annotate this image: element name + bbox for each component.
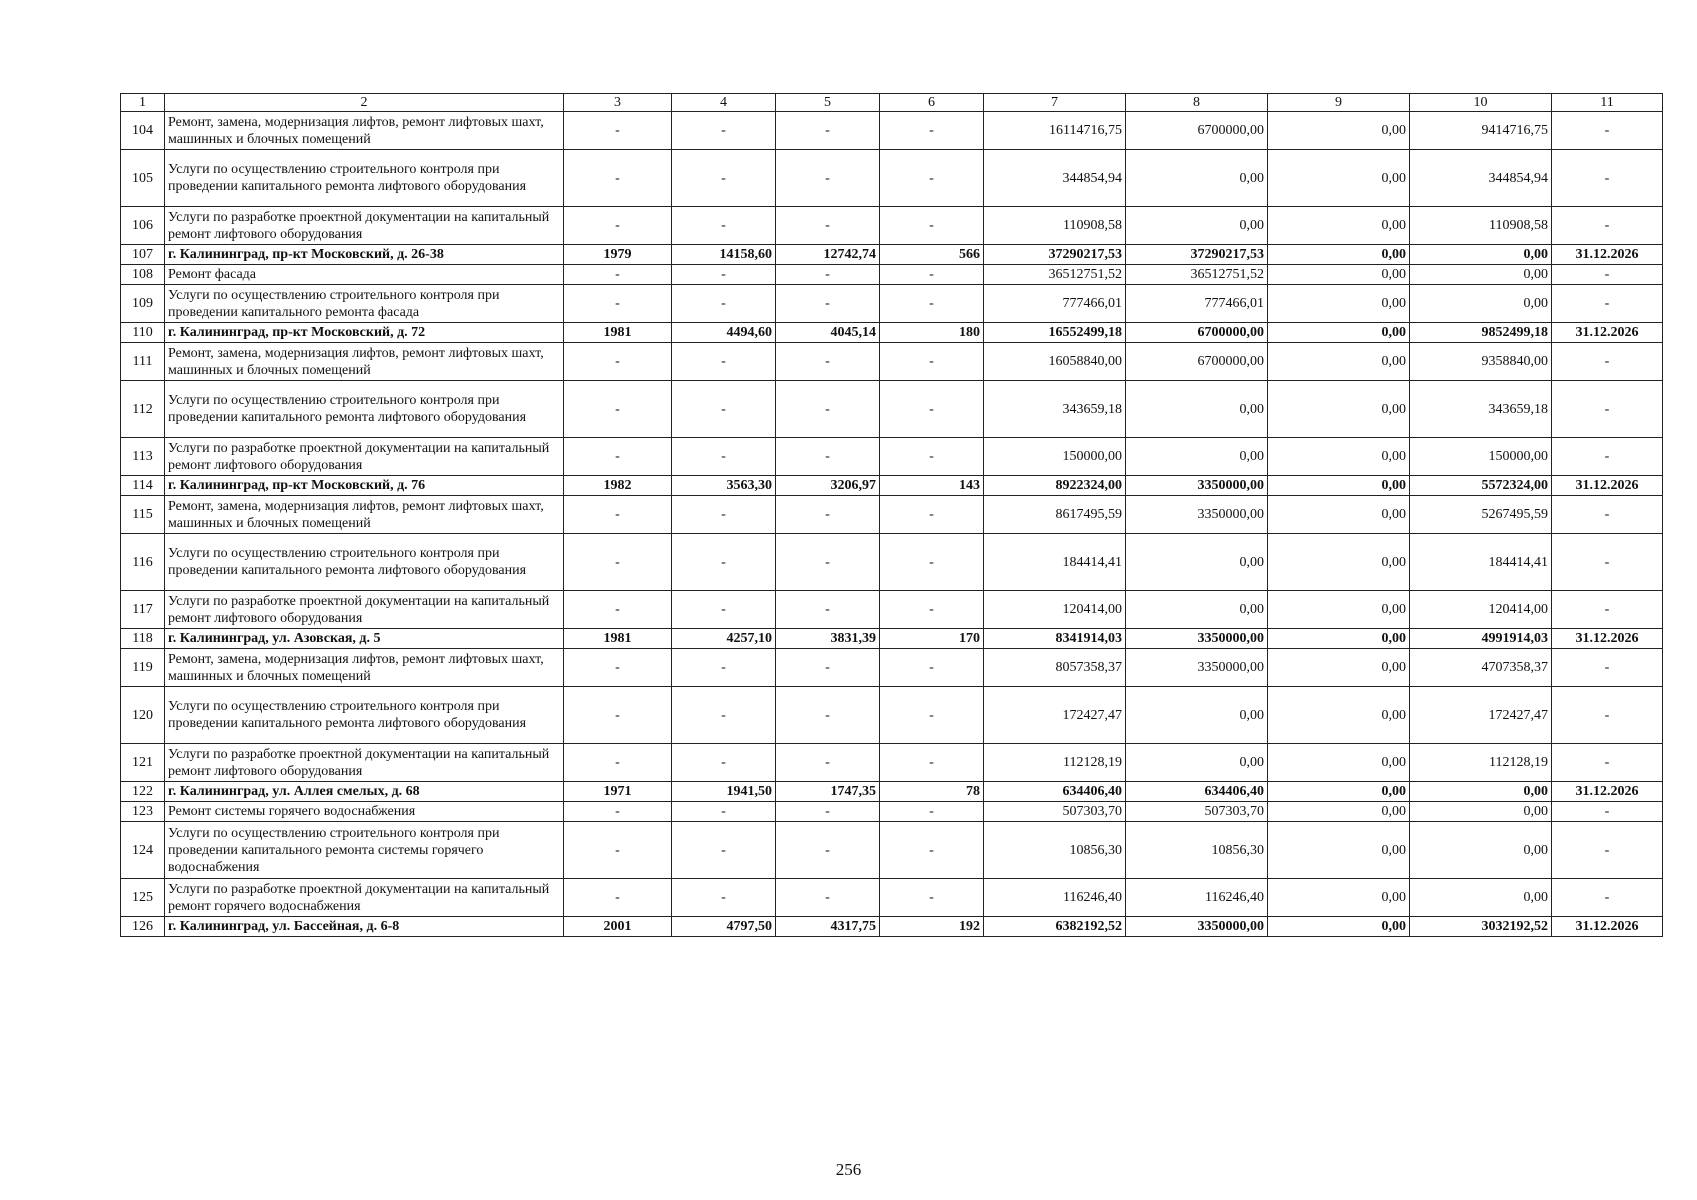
build-year: - bbox=[564, 285, 672, 323]
total-area: - bbox=[672, 802, 776, 822]
local-budget-cost: 0,00 bbox=[1268, 207, 1410, 245]
residents-count: - bbox=[880, 496, 984, 534]
residents-count: - bbox=[880, 343, 984, 381]
work-description: г. Калининград, пр-кт Московский, д. 76 bbox=[165, 476, 564, 496]
residents-count: 566 bbox=[880, 245, 984, 265]
row-number: 104 bbox=[121, 112, 165, 150]
residents-count: - bbox=[880, 822, 984, 879]
column-header: 5 bbox=[776, 94, 880, 112]
total-area: - bbox=[672, 265, 776, 285]
residents-count: - bbox=[880, 879, 984, 917]
total-area: 4494,60 bbox=[672, 323, 776, 343]
owners-funds-cost: 0,00 bbox=[1410, 782, 1552, 802]
total-area: 3563,30 bbox=[672, 476, 776, 496]
owners-funds-cost: 343659,18 bbox=[1410, 381, 1552, 438]
total-cost: 16114716,75 bbox=[984, 112, 1126, 150]
work-item-row bbox=[121, 879, 1663, 917]
build-year: - bbox=[564, 112, 672, 150]
build-year: - bbox=[564, 438, 672, 476]
residents-count: - bbox=[880, 265, 984, 285]
owners-funds-cost: 110908,58 bbox=[1410, 207, 1552, 245]
local-budget-cost: 0,00 bbox=[1268, 917, 1410, 937]
living-area: - bbox=[776, 343, 880, 381]
local-budget-cost: 0,00 bbox=[1268, 802, 1410, 822]
row-number: 110 bbox=[121, 323, 165, 343]
work-item-row bbox=[121, 744, 1663, 782]
row-number: 109 bbox=[121, 285, 165, 323]
total-area: - bbox=[672, 207, 776, 245]
build-year: - bbox=[564, 822, 672, 879]
work-item-row bbox=[121, 150, 1663, 207]
capital-repair-table bbox=[120, 93, 1663, 937]
work-description: Услуги по осуществлению строительного контроля при проведении капитального ремонта лифтового оборудования bbox=[165, 381, 564, 438]
total-area: - bbox=[672, 343, 776, 381]
work-item-row bbox=[121, 207, 1663, 245]
row-number: 123 bbox=[121, 802, 165, 822]
residents-count: - bbox=[880, 150, 984, 207]
living-area: 12742,74 bbox=[776, 245, 880, 265]
completion-date: - bbox=[1552, 744, 1663, 782]
local-budget-cost: 0,00 bbox=[1268, 534, 1410, 591]
regional-fund-cost: 0,00 bbox=[1126, 534, 1268, 591]
completion-date: - bbox=[1552, 381, 1663, 438]
local-budget-cost: 0,00 bbox=[1268, 476, 1410, 496]
local-budget-cost: 0,00 bbox=[1268, 782, 1410, 802]
regional-fund-cost: 3350000,00 bbox=[1126, 496, 1268, 534]
row-number: 117 bbox=[121, 591, 165, 629]
column-header: 1 bbox=[121, 94, 165, 112]
owners-funds-cost: 5267495,59 bbox=[1410, 496, 1552, 534]
work-description: Услуги по разработке проектной документации на капитальный ремонт горячего водоснабжения bbox=[165, 879, 564, 917]
total-cost: 110908,58 bbox=[984, 207, 1126, 245]
total-cost: 10856,30 bbox=[984, 822, 1126, 879]
build-year: - bbox=[564, 343, 672, 381]
local-budget-cost: 0,00 bbox=[1268, 285, 1410, 323]
local-budget-cost: 0,00 bbox=[1268, 438, 1410, 476]
row-number: 121 bbox=[121, 744, 165, 782]
owners-funds-cost: 0,00 bbox=[1410, 802, 1552, 822]
column-header: 3 bbox=[564, 94, 672, 112]
living-area: - bbox=[776, 112, 880, 150]
work-description: г. Калининград, ул. Бассейная, д. 6-8 bbox=[165, 917, 564, 937]
total-area: - bbox=[672, 591, 776, 629]
local-budget-cost: 0,00 bbox=[1268, 687, 1410, 744]
total-area: - bbox=[672, 879, 776, 917]
build-year: - bbox=[564, 496, 672, 534]
column-header: 8 bbox=[1126, 94, 1268, 112]
residents-count: - bbox=[880, 438, 984, 476]
owners-funds-cost: 0,00 bbox=[1410, 879, 1552, 917]
completion-date: - bbox=[1552, 822, 1663, 879]
total-cost: 116246,40 bbox=[984, 879, 1126, 917]
total-cost: 36512751,52 bbox=[984, 265, 1126, 285]
row-number: 122 bbox=[121, 782, 165, 802]
residents-count: - bbox=[880, 687, 984, 744]
regional-fund-cost: 777466,01 bbox=[1126, 285, 1268, 323]
total-cost: 150000,00 bbox=[984, 438, 1126, 476]
living-area: - bbox=[776, 687, 880, 744]
work-item-row bbox=[121, 381, 1663, 438]
completion-date: - bbox=[1552, 112, 1663, 150]
living-area: 3831,39 bbox=[776, 629, 880, 649]
row-number: 107 bbox=[121, 245, 165, 265]
work-description: Ремонт, замена, модернизация лифтов, ремонт лифтовых шахт, машинных и блочных помещений bbox=[165, 343, 564, 381]
residents-count: - bbox=[880, 207, 984, 245]
living-area: - bbox=[776, 438, 880, 476]
owners-funds-cost: 4707358,37 bbox=[1410, 649, 1552, 687]
total-area: - bbox=[672, 649, 776, 687]
completion-date: - bbox=[1552, 343, 1663, 381]
work-description: Услуги по осуществлению строительного контроля при проведении капитального ремонта лифтового оборудования bbox=[165, 534, 564, 591]
work-description: Услуги по осуществлению строительного контроля при проведении капитального ремонта системы горячего водоснабжения bbox=[165, 822, 564, 879]
build-year: 1981 bbox=[564, 323, 672, 343]
living-area: - bbox=[776, 285, 880, 323]
owners-funds-cost: 0,00 bbox=[1410, 265, 1552, 285]
residents-count: - bbox=[880, 744, 984, 782]
total-cost: 172427,47 bbox=[984, 687, 1126, 744]
row-number: 119 bbox=[121, 649, 165, 687]
total-cost: 8922324,00 bbox=[984, 476, 1126, 496]
regional-fund-cost: 6700000,00 bbox=[1126, 112, 1268, 150]
completion-date: - bbox=[1552, 879, 1663, 917]
completion-date: - bbox=[1552, 687, 1663, 744]
column-header: 4 bbox=[672, 94, 776, 112]
total-area: - bbox=[672, 285, 776, 323]
regional-fund-cost: 0,00 bbox=[1126, 438, 1268, 476]
work-description: Услуги по разработке проектной документации на капитальный ремонт лифтового оборудования bbox=[165, 438, 564, 476]
local-budget-cost: 0,00 bbox=[1268, 323, 1410, 343]
row-number: 114 bbox=[121, 476, 165, 496]
living-area: - bbox=[776, 822, 880, 879]
living-area: - bbox=[776, 591, 880, 629]
total-cost: 343659,18 bbox=[984, 381, 1126, 438]
living-area: - bbox=[776, 381, 880, 438]
work-item-row bbox=[121, 112, 1663, 150]
regional-fund-cost: 0,00 bbox=[1126, 687, 1268, 744]
address-row bbox=[121, 476, 1663, 496]
regional-fund-cost: 0,00 bbox=[1126, 207, 1268, 245]
build-year: - bbox=[564, 381, 672, 438]
work-description: г. Калининград, пр-кт Московский, д. 26-38 bbox=[165, 245, 564, 265]
total-area: - bbox=[672, 687, 776, 744]
regional-fund-cost: 6700000,00 bbox=[1126, 323, 1268, 343]
build-year: - bbox=[564, 879, 672, 917]
living-area: - bbox=[776, 879, 880, 917]
residents-count: 170 bbox=[880, 629, 984, 649]
table-body bbox=[121, 112, 1663, 937]
living-area: - bbox=[776, 802, 880, 822]
row-number: 115 bbox=[121, 496, 165, 534]
total-area: - bbox=[672, 112, 776, 150]
work-item-row bbox=[121, 496, 1663, 534]
row-number: 126 bbox=[121, 917, 165, 937]
total-cost: 8341914,03 bbox=[984, 629, 1126, 649]
regional-fund-cost: 3350000,00 bbox=[1126, 629, 1268, 649]
living-area: - bbox=[776, 744, 880, 782]
regional-fund-cost: 10856,30 bbox=[1126, 822, 1268, 879]
work-item-row bbox=[121, 802, 1663, 822]
completion-date: - bbox=[1552, 534, 1663, 591]
residents-count: 192 bbox=[880, 917, 984, 937]
row-number: 113 bbox=[121, 438, 165, 476]
residents-count: 180 bbox=[880, 323, 984, 343]
work-item-row bbox=[121, 822, 1663, 879]
row-number: 112 bbox=[121, 381, 165, 438]
total-area: - bbox=[672, 822, 776, 879]
work-description: Услуги по осуществлению строительного контроля при проведении капитального ремонта фасада bbox=[165, 285, 564, 323]
local-budget-cost: 0,00 bbox=[1268, 343, 1410, 381]
total-cost: 16552499,18 bbox=[984, 323, 1126, 343]
living-area: - bbox=[776, 265, 880, 285]
owners-funds-cost: 0,00 bbox=[1410, 285, 1552, 323]
total-area: 4797,50 bbox=[672, 917, 776, 937]
regional-fund-cost: 3350000,00 bbox=[1126, 476, 1268, 496]
row-number: 105 bbox=[121, 150, 165, 207]
total-cost: 37290217,53 bbox=[984, 245, 1126, 265]
regional-fund-cost: 0,00 bbox=[1126, 744, 1268, 782]
row-number: 111 bbox=[121, 343, 165, 381]
owners-funds-cost: 9852499,18 bbox=[1410, 323, 1552, 343]
residents-count: - bbox=[880, 591, 984, 629]
completion-date: 31.12.2026 bbox=[1552, 245, 1663, 265]
total-cost: 8057358,37 bbox=[984, 649, 1126, 687]
total-area: - bbox=[672, 744, 776, 782]
row-number: 120 bbox=[121, 687, 165, 744]
page-number: 256 bbox=[835, 1160, 862, 1179]
residents-count: - bbox=[880, 802, 984, 822]
build-year: 2001 bbox=[564, 917, 672, 937]
build-year: 1982 bbox=[564, 476, 672, 496]
work-description: г. Калининград, ул. Аллея смелых, д. 68 bbox=[165, 782, 564, 802]
living-area: 4045,14 bbox=[776, 323, 880, 343]
completion-date: - bbox=[1552, 496, 1663, 534]
row-number: 125 bbox=[121, 879, 165, 917]
build-year: - bbox=[564, 802, 672, 822]
row-number: 118 bbox=[121, 629, 165, 649]
completion-date: - bbox=[1552, 285, 1663, 323]
address-row bbox=[121, 629, 1663, 649]
completion-date: 31.12.2026 bbox=[1552, 476, 1663, 496]
owners-funds-cost: 150000,00 bbox=[1410, 438, 1552, 476]
residents-count: 143 bbox=[880, 476, 984, 496]
work-description: Услуги по разработке проектной документации на капитальный ремонт лифтового оборудования bbox=[165, 591, 564, 629]
local-budget-cost: 0,00 bbox=[1268, 744, 1410, 782]
work-item-row bbox=[121, 438, 1663, 476]
total-cost: 120414,00 bbox=[984, 591, 1126, 629]
row-number: 106 bbox=[121, 207, 165, 245]
total-cost: 6382192,52 bbox=[984, 917, 1126, 937]
build-year: - bbox=[564, 265, 672, 285]
total-cost: 112128,19 bbox=[984, 744, 1126, 782]
column-number-header-row bbox=[121, 94, 1663, 112]
work-description: Ремонт фасада bbox=[165, 265, 564, 285]
regional-fund-cost: 116246,40 bbox=[1126, 879, 1268, 917]
total-cost: 16058840,00 bbox=[984, 343, 1126, 381]
work-description: Услуги по осуществлению строительного контроля при проведении капитального ремонта лифтового оборудования bbox=[165, 687, 564, 744]
regional-fund-cost: 3350000,00 bbox=[1126, 917, 1268, 937]
regional-fund-cost: 3350000,00 bbox=[1126, 649, 1268, 687]
owners-funds-cost: 9358840,00 bbox=[1410, 343, 1552, 381]
total-area: - bbox=[672, 381, 776, 438]
living-area: 4317,75 bbox=[776, 917, 880, 937]
local-budget-cost: 0,00 bbox=[1268, 496, 1410, 534]
work-item-row bbox=[121, 649, 1663, 687]
total-cost: 507303,70 bbox=[984, 802, 1126, 822]
total-cost: 184414,41 bbox=[984, 534, 1126, 591]
residents-count: - bbox=[880, 649, 984, 687]
living-area: - bbox=[776, 207, 880, 245]
work-item-row bbox=[121, 687, 1663, 744]
completion-date: - bbox=[1552, 207, 1663, 245]
regional-fund-cost: 36512751,52 bbox=[1126, 265, 1268, 285]
column-header: 2 bbox=[165, 94, 564, 112]
total-cost: 344854,94 bbox=[984, 150, 1126, 207]
work-description: Ремонт, замена, модернизация лифтов, ремонт лифтовых шахт, машинных и блочных помещений bbox=[165, 496, 564, 534]
local-budget-cost: 0,00 bbox=[1268, 112, 1410, 150]
work-item-row bbox=[121, 285, 1663, 323]
address-row bbox=[121, 245, 1663, 265]
total-area: 14158,60 bbox=[672, 245, 776, 265]
residents-count: - bbox=[880, 112, 984, 150]
work-item-row bbox=[121, 591, 1663, 629]
regional-fund-cost: 0,00 bbox=[1126, 150, 1268, 207]
column-header: 11 bbox=[1552, 94, 1663, 112]
owners-funds-cost: 9414716,75 bbox=[1410, 112, 1552, 150]
living-area: 1747,35 bbox=[776, 782, 880, 802]
completion-date: - bbox=[1552, 591, 1663, 629]
build-year: - bbox=[564, 534, 672, 591]
local-budget-cost: 0,00 bbox=[1268, 245, 1410, 265]
owners-funds-cost: 184414,41 bbox=[1410, 534, 1552, 591]
regional-fund-cost: 0,00 bbox=[1126, 381, 1268, 438]
local-budget-cost: 0,00 bbox=[1268, 150, 1410, 207]
total-area: - bbox=[672, 438, 776, 476]
total-cost: 8617495,59 bbox=[984, 496, 1126, 534]
completion-date: 31.12.2026 bbox=[1552, 782, 1663, 802]
total-cost: 777466,01 bbox=[984, 285, 1126, 323]
residents-count: 78 bbox=[880, 782, 984, 802]
living-area: - bbox=[776, 649, 880, 687]
owners-funds-cost: 120414,00 bbox=[1410, 591, 1552, 629]
work-item-row bbox=[121, 534, 1663, 591]
work-description: г. Калининград, ул. Азовская, д. 5 bbox=[165, 629, 564, 649]
build-year: 1981 bbox=[564, 629, 672, 649]
owners-funds-cost: 0,00 bbox=[1410, 822, 1552, 879]
address-row bbox=[121, 917, 1663, 937]
total-area: 1941,50 bbox=[672, 782, 776, 802]
living-area: - bbox=[776, 534, 880, 591]
row-number: 116 bbox=[121, 534, 165, 591]
address-row bbox=[121, 323, 1663, 343]
owners-funds-cost: 0,00 bbox=[1410, 245, 1552, 265]
local-budget-cost: 0,00 bbox=[1268, 629, 1410, 649]
work-description: Услуги по разработке проектной документации на капитальный ремонт лифтового оборудования bbox=[165, 744, 564, 782]
build-year: - bbox=[564, 591, 672, 629]
owners-funds-cost: 4991914,03 bbox=[1410, 629, 1552, 649]
work-description: Ремонт системы горячего водоснабжения bbox=[165, 802, 564, 822]
work-item-row bbox=[121, 343, 1663, 381]
completion-date: - bbox=[1552, 150, 1663, 207]
living-area: 3206,97 bbox=[776, 476, 880, 496]
regional-fund-cost: 0,00 bbox=[1126, 591, 1268, 629]
column-header: 9 bbox=[1268, 94, 1410, 112]
completion-date: - bbox=[1552, 649, 1663, 687]
work-description: г. Калининград, пр-кт Московский, д. 72 bbox=[165, 323, 564, 343]
regional-fund-cost: 507303,70 bbox=[1126, 802, 1268, 822]
residents-count: - bbox=[880, 534, 984, 591]
work-item-row bbox=[121, 265, 1663, 285]
column-header: 10 bbox=[1410, 94, 1552, 112]
column-header: 6 bbox=[880, 94, 984, 112]
owners-funds-cost: 5572324,00 bbox=[1410, 476, 1552, 496]
local-budget-cost: 0,00 bbox=[1268, 822, 1410, 879]
column-header: 7 bbox=[984, 94, 1126, 112]
completion-date: 31.12.2026 bbox=[1552, 917, 1663, 937]
local-budget-cost: 0,00 bbox=[1268, 879, 1410, 917]
local-budget-cost: 0,00 bbox=[1268, 591, 1410, 629]
completion-date: - bbox=[1552, 802, 1663, 822]
total-area: - bbox=[672, 150, 776, 207]
work-description: Услуги по разработке проектной документации на капитальный ремонт лифтового оборудования bbox=[165, 207, 564, 245]
regional-fund-cost: 37290217,53 bbox=[1126, 245, 1268, 265]
work-description: Услуги по осуществлению строительного контроля при проведении капитального ремонта лифтового оборудования bbox=[165, 150, 564, 207]
completion-date: - bbox=[1552, 438, 1663, 476]
regional-fund-cost: 6700000,00 bbox=[1126, 343, 1268, 381]
owners-funds-cost: 112128,19 bbox=[1410, 744, 1552, 782]
build-year: 1979 bbox=[564, 245, 672, 265]
build-year: - bbox=[564, 744, 672, 782]
owners-funds-cost: 344854,94 bbox=[1410, 150, 1552, 207]
completion-date: - bbox=[1552, 265, 1663, 285]
residents-count: - bbox=[880, 285, 984, 323]
local-budget-cost: 0,00 bbox=[1268, 649, 1410, 687]
completion-date: 31.12.2026 bbox=[1552, 323, 1663, 343]
build-year: - bbox=[564, 207, 672, 245]
row-number: 108 bbox=[121, 265, 165, 285]
address-row bbox=[121, 782, 1663, 802]
regional-fund-cost: 634406,40 bbox=[1126, 782, 1268, 802]
work-description: Ремонт, замена, модернизация лифтов, ремонт лифтовых шахт, машинных и блочных помещений bbox=[165, 649, 564, 687]
living-area: - bbox=[776, 150, 880, 207]
total-cost: 634406,40 bbox=[984, 782, 1126, 802]
row-number: 124 bbox=[121, 822, 165, 879]
build-year: - bbox=[564, 649, 672, 687]
build-year: - bbox=[564, 150, 672, 207]
work-description: Ремонт, замена, модернизация лифтов, ремонт лифтовых шахт, машинных и блочных помещений bbox=[165, 112, 564, 150]
owners-funds-cost: 172427,47 bbox=[1410, 687, 1552, 744]
build-year: 1971 bbox=[564, 782, 672, 802]
local-budget-cost: 0,00 bbox=[1268, 381, 1410, 438]
living-area: - bbox=[776, 496, 880, 534]
completion-date: 31.12.2026 bbox=[1552, 629, 1663, 649]
total-area: 4257,10 bbox=[672, 629, 776, 649]
residents-count: - bbox=[880, 381, 984, 438]
total-area: - bbox=[672, 496, 776, 534]
local-budget-cost: 0,00 bbox=[1268, 265, 1410, 285]
owners-funds-cost: 3032192,52 bbox=[1410, 917, 1552, 937]
build-year: - bbox=[564, 687, 672, 744]
total-area: - bbox=[672, 534, 776, 591]
